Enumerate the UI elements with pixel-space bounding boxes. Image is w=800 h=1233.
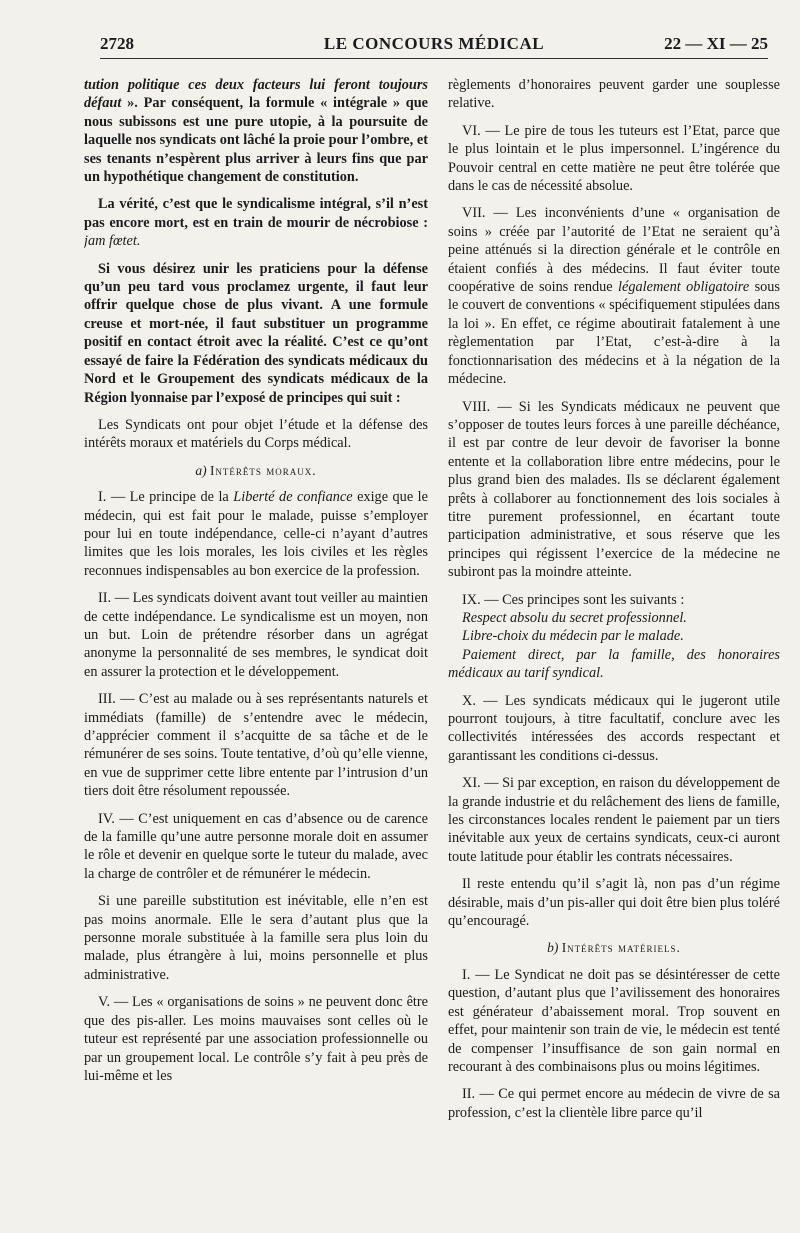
subheading-letter: a)	[195, 462, 207, 478]
article-III: III. — C’est au malade ou à ses représentants naturels et immédiats (famille) de s’entendre avec le médecin, d’apprécier comment il s’acquitte de sa tâche et de le rémunérer de ses soins. Toute tentative, d’où qu’elle vienne, en vue de supprimer cette libre entente par l’intrusion d’un tiers doit être résolument repoussée.	[84, 691, 428, 800]
verite-text: La vérité, c’est que le syndicalisme intégral, s’il n’est pas encore mort, est en train de mourir de nécrobiose :	[84, 196, 428, 231]
article-VIII: VIII. — Si les Syndicats médicaux ne peuvent que s’opposer de toutes leurs forces à une pareille déchéance, il est par contre de leur devoir de favoriser la bonne entente et la collaboration libre entre médecins, pour le plus grand bien des malades. Ils se déclarent également prêts à collaborer au fonctionnement des lois sociales à titre purement professionnel, en écartant toute participation administrative, et sous réserve que les principes qui régissent l’exercice de la médecine ne subiront pas la moindre atteinte.	[448, 398, 780, 581]
article-X: X. — Les syndicats médicaux qui le jugeront utile pourront toujours, à titre facultatif, conclure avec les collectivités intéressées des accords respectant et garantissant les conditions ci-dessus.	[448, 692, 780, 764]
paragraph-continuation: règlements d’honoraires peuvent garder une souplesse relative.	[448, 77, 780, 112]
article-IX: IX. — Ces principes sont les suivants :	[462, 591, 685, 608]
intro-rest: ». Par conséquent, la formule « intégrale » que nous subissons est une pure utopie, à la poursuite de laquelle nos syndicats ont lâché la proie pour l’ombre, et ses tenants n’espèrent plus arriver à leurs fins que par un hypothétique changement de constitution.	[84, 95, 428, 186]
subheading-text: Intérêts matériels.	[561, 940, 681, 956]
principle-paiement: Paiement direct, par la famille, des honoraires médicaux au tarif syndical.	[448, 646, 780, 682]
principle-secret: Respect absolu du secret professionnel.	[462, 609, 687, 626]
article-VII-rest: sous le couvert de conventions « spécifiquement stipulées dans la loi ». En effet, ce régime aboutirait fatalement à une règlementation par l’Etat, c’est-à-dire à la fonctionnarisation des médecins et à la négation de la médecine.	[448, 279, 780, 388]
subheading-text: Intérêts moraux.	[209, 462, 317, 478]
verite-italic: jam fœtet.	[84, 233, 141, 250]
article-b-I: I. — Le Syndicat ne doit pas se désintéresser de cette question, d’autant plus que l’avilissement des honoraires est générateur d’abaissement moral. Trop souvent en effet, pour maintenir son train de vie, le médecin est tenté de compenser l’insuffisance de son gain normal en recourant à des combinaisons plus ou moins légitimes.	[448, 966, 780, 1075]
running-header	[100, 30, 768, 59]
subheading-interets-moraux	[84, 462, 428, 480]
journal-title: LE CONCOURS MÉDICAL	[323, 34, 545, 53]
right-column	[448, 76, 780, 1216]
article-V: V. — Les « organisations de soins » ne peuvent donc être que des pis-aller. Les moins mauvaises sont celles où le tuteur est représenté par une association professionnelle ou par un groupement local. Le contrôle s’y fait à peu près de lui-même et les	[84, 994, 428, 1084]
subheading-letter: b)	[547, 940, 559, 956]
intro-italic: tution politique ces deux facteurs lui feront toujours défaut	[84, 77, 428, 112]
principles-block	[448, 591, 780, 683]
article-II: II. — Les syndicats doivent avant tout veiller au maintien de cette indépendance. Le syndicalisme est un moyen, non un but. Loin de prétendre résorber dans un agrégat anonyme la personnalité de ses membres, le syndicat doit en assurer la protection et le développement.	[84, 590, 428, 680]
article-I-start: I. — Le principe de la	[98, 489, 234, 506]
article-IV: IV. — C’est uniquement en cas d’absence ou de carence de la famille qu’une autre personne morale doit en assumer le rôle et devenir en quelque sorte le tuteur du malade, avec la charge de contrôler et de rémunérer le médecin.	[84, 810, 428, 882]
article-I-italic: Liberté de confiance	[233, 489, 353, 506]
subheading-interets-materiels	[448, 939, 780, 957]
article-I-rest: exige que le médecin, qui est fait pour le malade, puisse s’employer pour lui en toute indépendance, celle-ci n’ayant d’autres limites que les lois morales, les lois civiles et les règles reconnues indispensables au bon exercice de la profession.	[84, 489, 428, 579]
principle-libre-choix: Libre-choix du médecin par le malade.	[462, 628, 684, 645]
paragraph-unir: Si vous désirez unir les praticiens pour la défense qu’un peu tard vous proclamez urgente, il faut leur offrir quelque chose de plus vivant. A une formule creuse et mort-née, il faut substituer un programme positif en contact étroit avec la réalité. C’est ce qu’ont essayé de faire la Fédération des syndicats médicaux du Nord et le Groupement des syndicats médicaux de la Région lyonnaise par l’exposé de principes qui suit :	[84, 260, 428, 406]
article-IV-continued: Si une pareille substitution est inévitable, elle n’en est pas moins anormale. Elle le sera d’autant plus que la personne morale substituée à la famille sera plus loin du malade, plus étrangère à lui, moins personnelle et plus administrative.	[84, 893, 428, 983]
article-VII-italic: légalement obligatoire	[618, 279, 750, 296]
article-VII	[448, 204, 780, 388]
article-XI-continued: Il reste entendu qu’il s’agit là, non pas d’un régime désirable, mais d’un pis-aller qui doit être bien plus toléré qu’encouragé.	[448, 876, 780, 930]
paragraph-intro	[84, 76, 428, 186]
article-b-II: II. — Ce qui permet encore au médecin de vivre de sa profession, c’est la clientèle libre parce qu’il	[448, 1086, 780, 1121]
article-VI: VI. — Le pire de tous les tuteurs est l’Etat, parce que le plus lointain et le plus impersonnel. L’ingérence du Pouvoir central en cette matière ne peut être tolérée que dans le cas de nécessité absolue.	[448, 122, 780, 195]
article-I	[84, 488, 428, 580]
issue-date: 22 — XI — 25	[664, 34, 768, 53]
article-VII-start: VII. — Les inconvénients d’une « organisation de soins » créée par l’autorité de l’Etat ne seraient qu’à peine atténués si la direction générale et le contrôle en étaient confiés à des médecins. Il faut éviter toute coopérative de soins rendue	[448, 205, 780, 296]
paragraph-objet: Les Syndicats ont pour objet l’étude et la défense des intérêts moraux et matériels du Corps médical.	[84, 416, 428, 452]
article-XI: XI. — Si par exception, en raison du développement de la grande industrie et du relâchement des liens de famille, les circonstances locales rendent le paiement par un tiers inévitable aux yeux de certains syndicats, ceux-ci auront toute latitude pour établir les contrats nécessaires.	[448, 775, 780, 865]
paragraph-verite	[84, 195, 428, 250]
page-number: 2728	[100, 34, 134, 53]
left-column	[84, 76, 428, 1216]
